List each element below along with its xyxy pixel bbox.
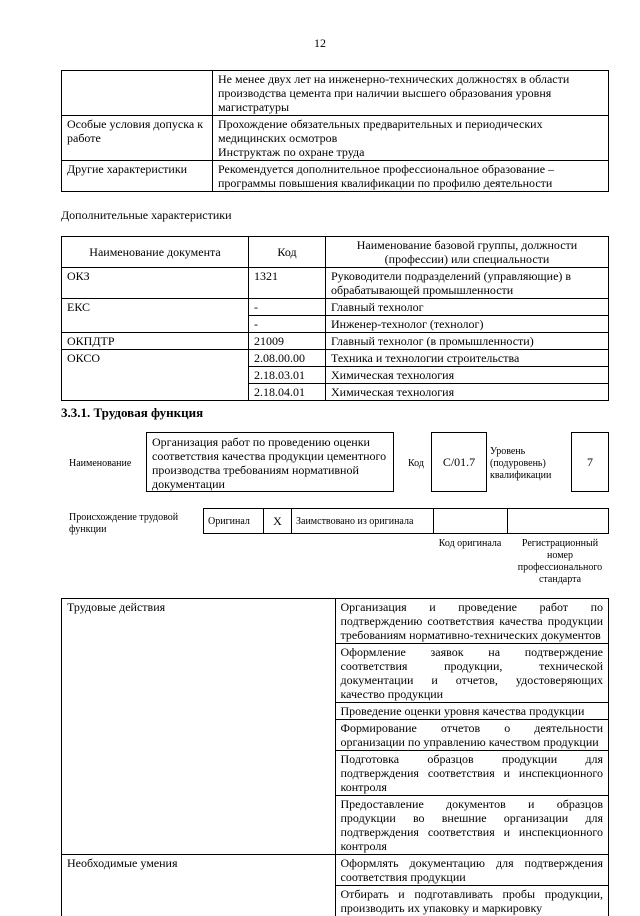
table-row (62, 116, 609, 161)
row-label: Трудовые действия (62, 599, 336, 855)
table-cell: Химическая технология (326, 367, 609, 384)
column-header: Наименование документа (62, 237, 249, 268)
table-cell: 1321 (249, 268, 326, 299)
row-value (213, 116, 609, 161)
table-cell: 2.18.04.01 (249, 384, 326, 401)
row-label: Особые условия допуска к работе (62, 116, 213, 161)
table-row (62, 299, 609, 316)
table-cell: ОКЗ (62, 268, 249, 299)
qualification-level-label: Уровень (подуровень) квалификации (490, 446, 566, 482)
page-number: 12 (0, 36, 640, 51)
additional-characteristics-title: Дополнительные характеристики (61, 208, 232, 223)
table-row (62, 71, 609, 116)
column-header: Код (249, 237, 326, 268)
table-cell: 2.08.00.00 (249, 350, 326, 367)
table-cell: 21009 (249, 333, 326, 350)
labor-function-name: Организация работ по проведению оценки соответствия качества продукции цементного производства требованиям нормативной документации (146, 432, 394, 492)
labor-function-title: 3.3.1. Трудовая функция (61, 405, 203, 421)
list-item: Отбирать и подготавливать пробы продукции, производить их упаковку и маркировку (335, 886, 609, 916)
table-row (62, 599, 609, 644)
table-row (62, 268, 609, 299)
origin-label: Происхождение трудовой функции (69, 512, 197, 536)
row-value (213, 161, 609, 192)
row-label: Другие характеристики (62, 161, 213, 192)
list-item: Проведение оценки уровня качества продукции (335, 703, 609, 720)
text-line: Прохождение обязательных предварительных и периодических (218, 117, 603, 131)
labor-actions-table (61, 598, 609, 916)
list-item: Оформлять документацию для подтверждения соответствия продукции (335, 855, 609, 886)
origin-mark: Х (264, 509, 292, 533)
text-line: производства цемента при наличии высшего образования уровня (218, 86, 603, 100)
list-item: Формирование отчетов о деятельности организации по управлению качеством продукции (335, 720, 609, 751)
row-value (213, 71, 609, 116)
code-label: Код (408, 458, 424, 470)
table-cell: ОКПДТР (62, 333, 249, 350)
table-cell: 2.18.03.01 (249, 367, 326, 384)
list-item: Организация и проведение работ по подтверждению соответствия качества продукции требованиям нормативно-технических документов (335, 599, 609, 644)
table-row (62, 350, 609, 367)
text-line: программы повышения квалификации по профилю деятельности (218, 176, 603, 190)
text-line: Инструктаж по охране труда (218, 145, 603, 159)
table-row (62, 855, 609, 886)
table-cell: ОКСО (62, 350, 249, 401)
qualification-level-value: 7 (571, 432, 609, 492)
table-cell: Главный технолог (в промышленности) (326, 333, 609, 350)
text-line: Рекомендуется дополнительное профессиональное образование – (218, 162, 603, 176)
table-cell: Техника и технологии строительства (326, 350, 609, 367)
name-label: Наименование (69, 458, 131, 470)
labor-function-code: С/01.7 (431, 432, 487, 492)
code-original-label: Код оригинала (435, 538, 505, 550)
list-item: Подготовка образцов продукции для подтверждения соответствия и инспекционного контроля (335, 751, 609, 796)
text-line: медицинских осмотров (218, 131, 603, 145)
qualification-requirements-table (61, 70, 609, 192)
origin-original-label: Оригинал (204, 509, 264, 533)
text-line: Не менее двух лет на инженерно-технических должностях в области (218, 72, 603, 86)
table-cell: - (249, 299, 326, 316)
row-label: Необходимые умения (62, 855, 336, 916)
list-item: Оформление заявок на подтверждение соответствия продукции, технической документации и отчетов, удостоверяющих качество продукции (335, 644, 609, 703)
registration-number-label: Регистрационный номер профессионального стандарта (510, 538, 610, 586)
column-header: Наименование базовой группы, должности (профессии) или специальности (326, 237, 609, 268)
origin-row (203, 508, 609, 534)
registration-number-cell (508, 509, 608, 533)
origin-borrowed-label: Заимствовано из оригинала (292, 509, 434, 533)
table-row (62, 333, 609, 350)
table-header-row (62, 237, 609, 268)
text-line: магистратуры (218, 100, 603, 114)
table-cell: - (249, 316, 326, 333)
row-label (62, 71, 213, 116)
table-cell: ЕКС (62, 299, 249, 333)
additional-characteristics-table (61, 236, 609, 401)
table-cell: Химическая технология (326, 384, 609, 401)
table-cell: Главный технолог (326, 299, 609, 316)
original-code-cell (434, 509, 508, 533)
table-row (62, 161, 609, 192)
list-item: Предоставление документов и образцов продукции во внешние организации для подтверждения соответствия и инспекционного контроля (335, 796, 609, 855)
table-cell: Инженер-технолог (технолог) (326, 316, 609, 333)
table-cell: Руководители подразделений (управляющие) в обрабатывающей промышленности (326, 268, 609, 299)
